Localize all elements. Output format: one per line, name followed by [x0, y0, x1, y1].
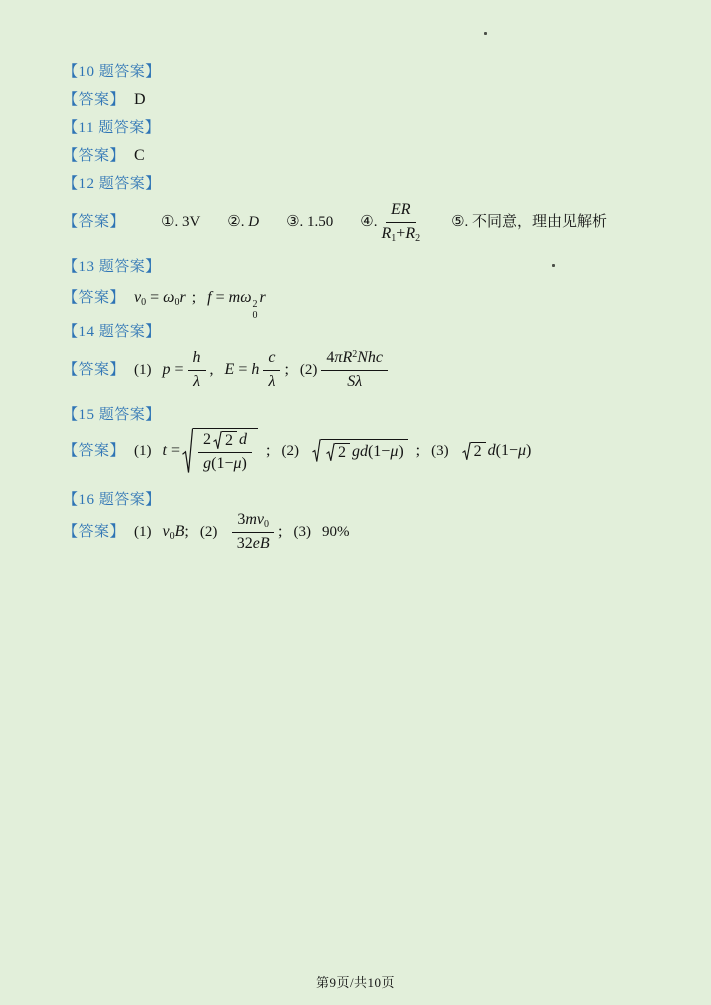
q16-answer3-value: 90%	[321, 524, 350, 541]
comma: ,	[209, 360, 214, 378]
answer-label: 【答案】	[63, 361, 126, 378]
radicand	[193, 428, 258, 475]
q16-header: 【16 题答案】	[63, 492, 161, 508]
paren-open-1-minus: (1−	[495, 441, 518, 459]
formula-t-equals-sqrt	[162, 431, 271, 472]
q11-answer-value: C	[134, 147, 145, 164]
var-eB: eB	[252, 535, 270, 552]
fraction	[321, 348, 388, 393]
page-footer: 第9页/共10页	[315, 975, 396, 990]
numerator: h	[188, 348, 206, 371]
answer-label: 【答案】	[63, 442, 126, 459]
var-omega: ω	[163, 289, 175, 306]
sub-0: 0	[169, 531, 175, 543]
equals-sign: =	[238, 360, 248, 378]
answer-label: 【答案】	[63, 290, 126, 306]
paren-close: )	[241, 454, 247, 472]
blank4-number: ④.	[360, 213, 378, 230]
denominator	[203, 453, 247, 475]
coef-2: 2	[203, 431, 211, 448]
numerator	[198, 430, 252, 453]
sub-0: 0	[252, 309, 258, 321]
var-mv: mv	[245, 511, 265, 528]
q10-answer-line	[63, 88, 146, 109]
var-d: d	[487, 441, 496, 459]
radicand	[321, 439, 408, 463]
paren-close: )	[526, 441, 532, 459]
var-Nhc: Nhc	[357, 349, 383, 366]
part1-number: (1)	[134, 524, 152, 541]
plus-sign: +	[396, 224, 406, 242]
numerator: c	[263, 348, 280, 371]
radical-sign	[182, 428, 193, 475]
q12-blank2	[227, 214, 259, 230]
q12-header: 【12 题答案】	[63, 176, 161, 192]
var-B: B	[174, 523, 185, 541]
coef-3: 3	[237, 511, 246, 528]
denominator: λ	[268, 372, 276, 390]
sub-2: 2	[415, 232, 421, 244]
q13-header: 【13 题答案】	[63, 259, 161, 275]
big-sqrt-radical	[182, 428, 258, 475]
part3-number: (3)	[293, 524, 311, 541]
var-R2: R	[405, 224, 416, 242]
formula-E-equals-h-c-over-lambda	[224, 349, 289, 390]
var-t: t	[162, 441, 167, 459]
radical-sign	[462, 442, 471, 461]
formula-3mv0-over-32eB	[228, 511, 283, 552]
q12-blank1: ①. 3V	[161, 213, 201, 230]
var-d: d	[239, 431, 247, 448]
fraction-h-over-lambda	[188, 348, 206, 393]
sub-1: 1	[391, 232, 397, 244]
part1-number: (1)	[134, 442, 152, 459]
radical-sign	[326, 443, 335, 462]
formula-sqrt2-d	[460, 442, 532, 459]
var-R1: R	[381, 224, 392, 242]
formula-sqrt-sqrt2gd	[310, 441, 421, 462]
fraction-c-over-lambda	[263, 348, 280, 393]
radical-sign	[312, 439, 321, 463]
semicolon: ;	[191, 289, 197, 306]
part1-number: (1)	[134, 361, 152, 378]
fraction-ER-over-R1-plus-R2	[382, 200, 421, 245]
denominator-S-lambda: Sλ	[347, 372, 363, 390]
paren-close: )	[398, 443, 404, 461]
answer-label: 【答案】	[63, 524, 126, 541]
equals-sign: =	[174, 360, 184, 378]
numerator	[232, 510, 274, 533]
var-f: f	[207, 289, 212, 306]
denominator: λ	[193, 372, 201, 390]
equals-sign: =	[170, 441, 180, 459]
scan-artifact-dot	[484, 32, 487, 35]
fraction	[232, 510, 274, 555]
equals-sign: =	[215, 289, 225, 306]
var-v: v	[134, 289, 142, 306]
q12-blank4	[360, 201, 424, 244]
q12-answer-line	[63, 200, 607, 245]
answer-label: 【答案】	[63, 213, 126, 230]
formula-p-equals-h-over-lambda	[162, 349, 214, 390]
part3-number: (3)	[431, 442, 449, 459]
fraction-under-root	[198, 430, 252, 475]
formula-v0-equals-w0r	[134, 289, 196, 306]
var-h: h	[251, 360, 260, 378]
part2-number: (2)	[281, 442, 299, 459]
q12-blank3: ③. 1.50	[286, 213, 334, 230]
semicolon: ;	[266, 441, 271, 459]
q11-header: 【11 题答案】	[63, 120, 161, 136]
inner-sqrt2	[326, 443, 350, 462]
radicand-2: 2	[222, 431, 237, 450]
denominator	[382, 223, 421, 245]
q16-answer-line	[63, 510, 349, 555]
sqrt-radical	[312, 439, 408, 463]
numerator	[321, 348, 388, 371]
stacked-sup-sub	[252, 300, 257, 321]
answer-label: 【答案】	[63, 148, 126, 164]
formula-v0B	[162, 523, 189, 543]
semicolon: ;	[184, 523, 189, 541]
semicolon: ;	[278, 523, 283, 541]
var-r: r	[259, 289, 266, 306]
var-piR: πR	[334, 349, 353, 366]
q13-answer-line	[63, 286, 266, 321]
formula-f-equals-mw0sq-r	[207, 289, 266, 321]
sub-0: 0	[264, 519, 270, 530]
q11-answer-line	[63, 144, 145, 165]
coef-32: 32	[236, 535, 253, 552]
var-mu: μ	[390, 443, 399, 461]
var-E: E	[224, 360, 235, 378]
q15-header: 【15 题答案】	[63, 407, 161, 423]
radicand-2: 2	[471, 442, 486, 461]
paren-open-1-minus: (1−	[367, 443, 391, 461]
sup-2: 2	[352, 349, 358, 360]
blank2-number: ②.	[227, 213, 245, 230]
q14-answer-line	[63, 348, 392, 393]
var-gd: gd	[351, 443, 368, 461]
radical-sign	[213, 431, 222, 450]
sub-0: 0	[174, 297, 180, 308]
inner-sqrt2	[213, 431, 237, 450]
part2-number: (2)	[199, 524, 218, 541]
coef-4: 4	[326, 349, 335, 366]
var-p: p	[162, 360, 171, 378]
q10-answer-value: D	[134, 91, 146, 108]
sub-0: 0	[141, 297, 147, 308]
radicand-2: 2	[335, 443, 350, 462]
part2-number: (2)	[299, 361, 318, 378]
denominator	[237, 533, 270, 555]
q15-answer-line	[63, 428, 531, 475]
numerator: ER	[386, 200, 416, 223]
paren-open-1-minus: (1−	[211, 454, 234, 472]
equals-sign: =	[150, 289, 160, 306]
var-m: m	[228, 289, 241, 306]
var-v: v	[162, 523, 170, 541]
semicolon: ;	[284, 360, 289, 378]
q14-header: 【14 题答案】	[63, 324, 161, 340]
sqrt2-radical	[462, 442, 486, 461]
scan-artifact-dot	[552, 264, 555, 267]
semicolon: ;	[415, 441, 421, 459]
q12-blank5: ⑤. 不同意，理由见解析	[451, 213, 608, 230]
q10-header: 【10 题答案】	[63, 64, 161, 80]
var-r: r	[179, 289, 186, 306]
var-omega: ω	[240, 289, 252, 306]
var-g: g	[203, 454, 212, 472]
var-mu: μ	[233, 454, 242, 472]
blank2-value: D	[248, 213, 260, 230]
sup-2: 2	[252, 299, 258, 310]
answer-label: 【答案】	[63, 92, 126, 108]
var-mu: μ	[517, 441, 527, 459]
